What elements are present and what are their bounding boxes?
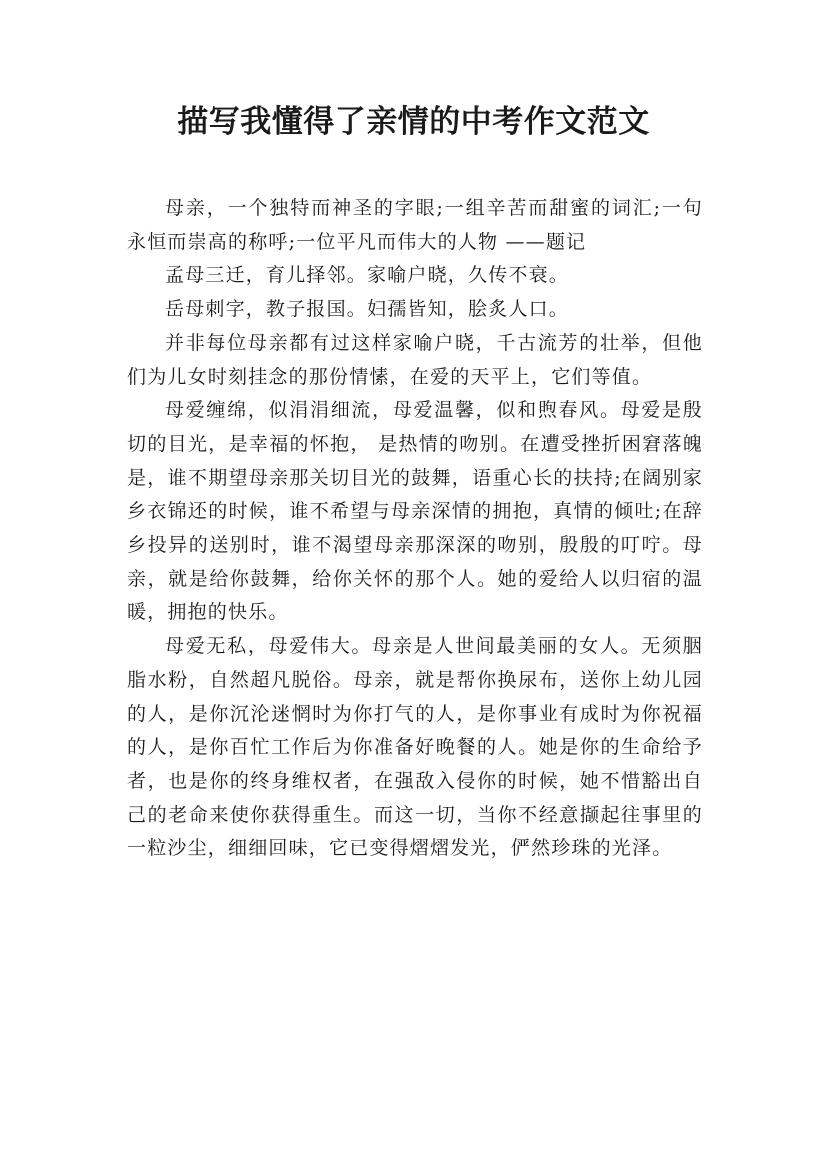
paragraph-mencius-mother: 孟母三迁，育儿择邻。家喻户晓，久传不衰。 bbox=[165, 264, 570, 287]
paragraph-mother-love-tender: 母爱缠绵，似涓涓细流，母爱温馨，似和煦春风。母爱是殷切的目光，是幸福的怀抱， 是热情的吻别。在遭受挫折困窘落魄是，谁不期望母亲那关切目光的鼓舞，语重心长的扶持;在阔别家乡衣锦还的时候，谁不希望与母亲深情的拥抱，真情的倾吐;在辞乡投异的送别时，谁不渴望母亲那深深的吻别，殷殷的叮咛。母亲，就是给你鼓舞，给你关怀的那个人。她的爱给人以归宿的温暖，拥抱的快乐。 bbox=[127, 399, 703, 624]
page-title: 描写我懂得了亲情的中考作文范文 bbox=[177, 104, 650, 140]
paragraph-inscription: 母亲，一个独特而神圣的字眼;一组辛苦而甜蜜的词汇;一句永恒而崇高的称呼;一位平凡而伟大的人物 ——题记 bbox=[127, 197, 703, 253]
paragraph-mother-love-selfless: 母爱无私，母爱伟大。母亲是人世间最美丽的女人。无须胭脂水粉，自然超凡脱俗。母亲，就是帮你换尿布，送你上幼儿园的人，是你沉沦迷惘时为你打气的人，是你事业有成时为你祝福的人，是你百忙工作后为你准备好晚餐的人。她是你的生命给予者，也是你的终身维权者，在强敌入侵你的时候，她不惜豁出自己的老命来使你获得重生。而这一切，当你不经意撷起往事里的一粒沙尘，细细回味，它已变得熠熠发光，俨然珍珠的光泽。 bbox=[127, 635, 703, 860]
paragraph-yue-mother: 岳母刺字，教子报国。妇孺皆知，脍炙人口。 bbox=[165, 298, 570, 321]
article-body bbox=[127, 192, 703, 866]
paragraph-equal-value: 并非每位母亲都有过这样家喻户晓，千古流芳的壮举，但他们为儿女时刻挂念的那份情愫，在爱的天平上，它们等值。 bbox=[127, 331, 703, 388]
